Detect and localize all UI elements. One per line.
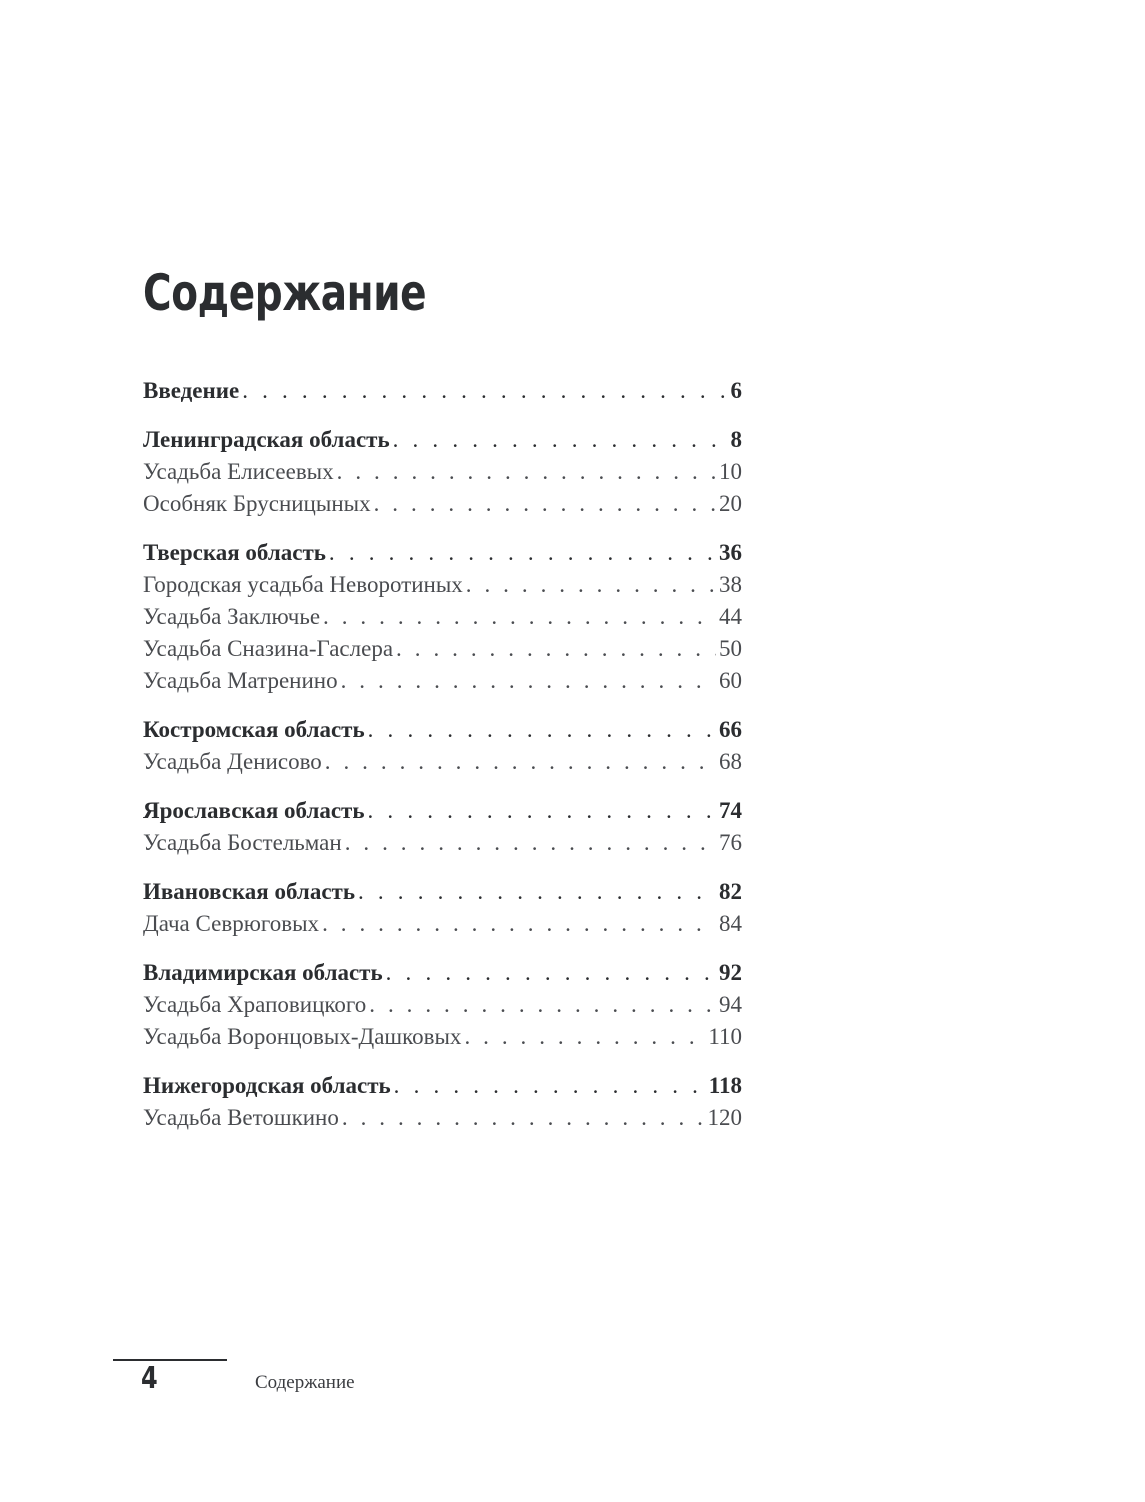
footer-page-number: 4: [141, 1361, 158, 1396]
toc-item-entry[interactable]: [143, 908, 742, 940]
toc-item-entry[interactable]: [143, 827, 742, 859]
dot-leader: [393, 424, 728, 456]
toc-group: [143, 795, 742, 859]
dot-leader: [466, 569, 716, 601]
dot-leader: [325, 746, 716, 778]
toc-item-label: Усадьба Бостельман: [143, 830, 342, 855]
toc-region-label: Костромская область: [143, 717, 365, 742]
toc-region-label: Тверская область: [143, 540, 326, 565]
page-title: Содержание: [143, 264, 427, 322]
dot-leader: [342, 1102, 705, 1134]
toc-page-number: 84: [719, 911, 742, 936]
toc-region-label: Нижегородская область: [143, 1073, 391, 1098]
toc-item-label: Особняк Брусницыных: [143, 491, 371, 516]
toc-item-entry[interactable]: [143, 746, 742, 778]
toc-item-entry[interactable]: [143, 601, 742, 633]
toc-page-number: 10: [719, 459, 742, 484]
dot-leader: [396, 633, 716, 665]
toc-page-number: 110: [708, 1024, 742, 1049]
toc-item-entry[interactable]: [143, 1021, 742, 1053]
toc-page-number: 20: [719, 491, 742, 516]
toc-item-label: Городская усадьба Неворотиных: [143, 572, 463, 597]
toc-group: [143, 957, 742, 1053]
dot-leader: [242, 375, 727, 407]
toc-page-number: 94: [719, 992, 742, 1017]
dot-leader: [358, 876, 716, 908]
table-of-contents: [143, 375, 742, 1151]
toc-region-label: Ивановская область: [143, 879, 355, 904]
toc-group: [143, 424, 742, 520]
toc-page-number: 118: [708, 1073, 742, 1098]
toc-page-number: 120: [707, 1105, 742, 1130]
toc-item-label: Усадьба Ветошкино: [143, 1105, 339, 1130]
toc-page-number: 36: [719, 540, 742, 565]
toc-item-entry[interactable]: [143, 456, 742, 488]
toc-page-number: 38: [719, 572, 742, 597]
toc-region-label: Введение: [143, 378, 240, 403]
footer-rule: [113, 1359, 227, 1361]
dot-leader: [368, 795, 716, 827]
toc-group: [143, 714, 742, 778]
toc-item-entry[interactable]: [143, 488, 742, 520]
toc-region-entry[interactable]: [143, 1070, 742, 1102]
toc-page-number: 92: [719, 960, 742, 985]
toc-item-label: Усадьба Храповицкого: [143, 992, 367, 1017]
toc-item-label: Усадьба Сназина-Гаслера: [143, 636, 394, 661]
toc-region-entry[interactable]: [143, 537, 742, 569]
toc-item-label: Усадьба Воронцовых-Дашковых: [143, 1024, 462, 1049]
dot-leader: [386, 957, 716, 989]
toc-item-entry[interactable]: [143, 989, 742, 1021]
toc-item-label: Усадьба Елисеевых: [143, 459, 334, 484]
toc-region-entry[interactable]: [143, 424, 742, 456]
toc-page-number: 60: [719, 668, 742, 693]
toc-region-label: Ярославская область: [143, 798, 365, 823]
dot-leader: [323, 601, 716, 633]
dot-leader: [322, 908, 716, 940]
toc-item-entry[interactable]: [143, 569, 742, 601]
toc-region-label: Владимирская область: [143, 960, 383, 985]
toc-page-number: 44: [719, 604, 742, 629]
footer-section-title: Содержание: [255, 1372, 355, 1393]
dot-leader: [337, 456, 716, 488]
toc-page-number: 66: [719, 717, 742, 742]
dot-leader: [345, 827, 716, 859]
toc-page-number: 82: [719, 879, 742, 904]
toc-group: [143, 1070, 742, 1134]
toc-item-label: Усадьба Заключье: [143, 604, 321, 629]
toc-item-label: Дача Севрюговых: [143, 911, 320, 936]
toc-group: [143, 537, 742, 697]
toc-region-entry[interactable]: [143, 876, 742, 908]
toc-item-entry[interactable]: [143, 1102, 742, 1134]
dot-leader: [394, 1070, 706, 1102]
toc-region-entry[interactable]: [143, 714, 742, 746]
toc-region-entry[interactable]: [143, 795, 742, 827]
toc-page-number: 8: [730, 427, 742, 452]
dot-leader: [329, 537, 716, 569]
dot-leader: [341, 665, 716, 697]
toc-region-label: Ленинградская область: [143, 427, 390, 452]
toc-item-entry[interactable]: [143, 665, 742, 697]
dot-leader: [369, 989, 716, 1021]
toc-page-number: 68: [719, 749, 742, 774]
toc-page-number: 74: [719, 798, 742, 823]
dot-leader: [374, 488, 716, 520]
toc-page-number: 50: [719, 636, 742, 661]
toc-group: [143, 876, 742, 940]
dot-leader: [368, 714, 716, 746]
toc-group: [143, 375, 742, 407]
dot-leader: [464, 1021, 705, 1053]
toc-item-label: Усадьба Денисово: [143, 749, 322, 774]
toc-region-entry[interactable]: [143, 957, 742, 989]
toc-item-label: Усадьба Матренино: [143, 668, 338, 693]
toc-item-entry[interactable]: [143, 633, 742, 665]
toc-page-number: 6: [730, 378, 742, 403]
toc-region-entry[interactable]: [143, 375, 742, 407]
toc-page-number: 76: [719, 830, 742, 855]
